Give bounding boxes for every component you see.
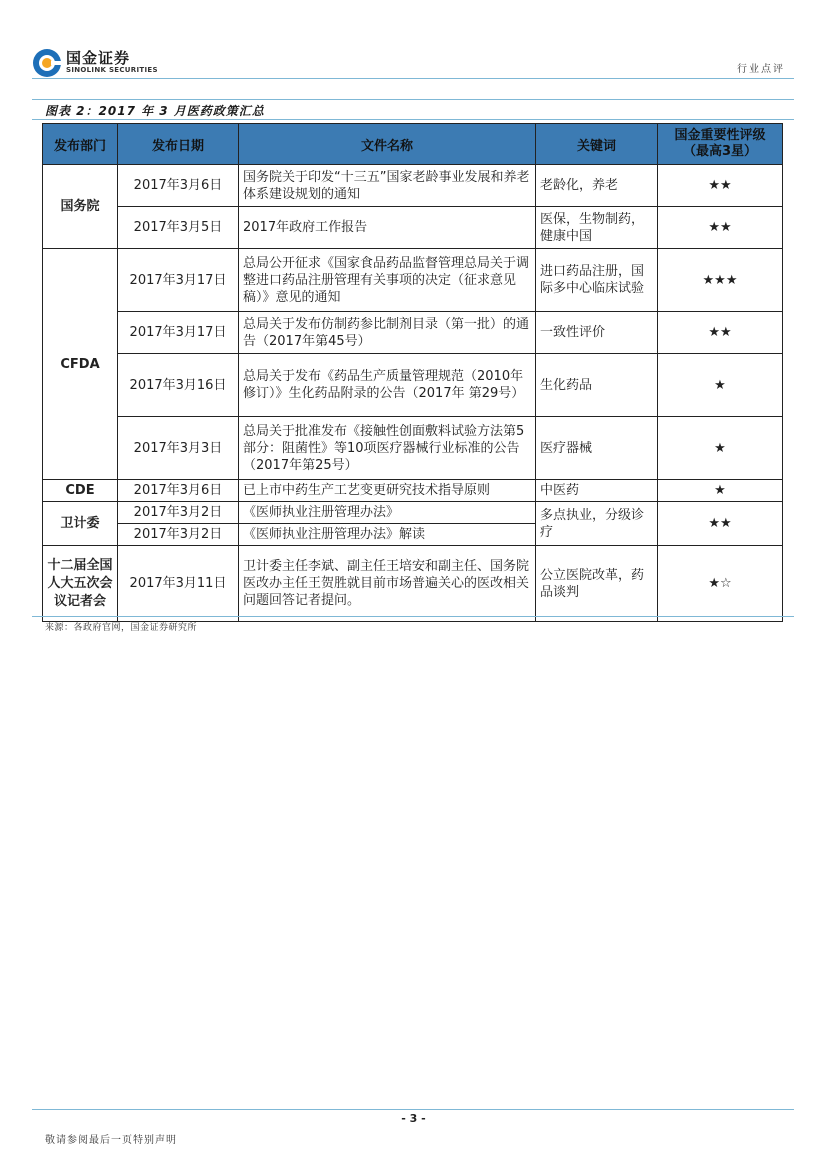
- date-cell: 2017年3月3日: [118, 417, 239, 480]
- date-cell: 2017年3月2日: [118, 524, 239, 546]
- keywords-cell: 中医药: [536, 480, 658, 502]
- dept-cell: 国务院: [43, 165, 118, 249]
- rating-cell: ★☆: [658, 546, 783, 622]
- disclaimer-note: 敬请参阅最后一页特别声明: [45, 1135, 177, 1146]
- table-bottom-rule: [32, 616, 794, 617]
- rating-cell: ★: [658, 480, 783, 502]
- keywords-cell: 一致性评价: [536, 312, 658, 354]
- keywords-cell: 医保，生物制药，健康中国: [536, 207, 658, 249]
- table-row: [43, 165, 783, 207]
- rating-cell: ★: [658, 417, 783, 480]
- rating-cell: ★★: [658, 165, 783, 207]
- title-cell: 总局公开征求《国家食品药品监督管理总局关于调整进口药品注册管理有关事项的决定（征求意见稿）》意见的通知: [239, 249, 536, 312]
- keywords-cell: 生化药品: [536, 354, 658, 417]
- keywords-cell: 进口药品注册，国际多中心临床试验: [536, 249, 658, 312]
- keywords-cell: 多点执业，分级诊疗: [536, 502, 658, 546]
- page-header: [0, 0, 827, 78]
- title-cell: 总局关于发布仿制药参比制剂目录（第一批）的通告（2017年第45号）: [239, 312, 536, 354]
- footer-divider: [32, 1109, 794, 1110]
- title-cell: 《医师执业注册管理办法》: [239, 502, 536, 524]
- column-header: 国金重要性评级（最高3星）: [658, 124, 783, 165]
- rating-cell: ★★★: [658, 249, 783, 312]
- dept-cell: 卫计委: [43, 502, 118, 546]
- brand-name-en: SINOLINK SECURITIES: [66, 66, 158, 74]
- sinolink-logo-icon: [32, 48, 62, 78]
- title-cell: 卫计委主任李斌、副主任王培安和副主任、国务院医改办主任王贺胜就目前市场普遍关心的医改相关问题回答记者提问。: [239, 546, 536, 622]
- keywords-cell: 公立医院改革，药品谈判: [536, 546, 658, 622]
- title-cell: 总局关于发布《药品生产质量管理规范（2010年修订）》生化药品附录的公告（2017年 第29号）: [239, 354, 536, 417]
- rating-cell: ★★: [658, 207, 783, 249]
- column-header: 关键词: [536, 124, 658, 165]
- document-type: 行业点评: [737, 64, 785, 75]
- title-cell: 已上市中药生产工艺变更研究技术指导原则: [239, 480, 536, 502]
- rating-cell: ★★: [658, 312, 783, 354]
- policy-table: [42, 123, 783, 622]
- date-cell: 2017年3月6日: [118, 480, 239, 502]
- caption-bottom-rule: [32, 119, 794, 120]
- title-cell: 总局关于批准发布《接触性创面敷料试验方法第5部分：阻菌性》等10项医疗器械行业标准的公告（2017年第25号）: [239, 417, 536, 480]
- source-note: 来源：各政府官网，国金证券研究所: [45, 623, 198, 633]
- table-header-row: [43, 124, 783, 165]
- column-header: 发布部门: [43, 124, 118, 165]
- date-cell: 2017年3月6日: [118, 165, 239, 207]
- title-cell: 国务院关于印发“十三五”国家老龄事业发展和养老体系建设规划的通知: [239, 165, 536, 207]
- page-number: - 3 -: [401, 1112, 426, 1125]
- brand-name-cn: 国金证券: [66, 49, 131, 67]
- date-cell: 2017年3月16日: [118, 354, 239, 417]
- table-row: [43, 546, 783, 622]
- date-cell: 2017年3月17日: [118, 312, 239, 354]
- title-cell: 2017年政府工作报告: [239, 207, 536, 249]
- date-cell: 2017年3月5日: [118, 207, 239, 249]
- table-caption: 图表 2：2017 年 3 月医药政策汇总: [45, 104, 265, 118]
- dept-cell: 十二届全国人大五次会议记者会: [43, 546, 118, 622]
- table-row: [43, 249, 783, 312]
- table-row: [43, 354, 783, 417]
- table-row: [43, 417, 783, 480]
- rating-cell: ★★: [658, 502, 783, 546]
- table-row: [43, 312, 783, 354]
- table-row: [43, 480, 783, 502]
- dept-cell: CDE: [43, 480, 118, 502]
- table-row: [43, 502, 783, 524]
- column-header: 文件名称: [239, 124, 536, 165]
- date-cell: 2017年3月11日: [118, 546, 239, 622]
- date-cell: 2017年3月2日: [118, 502, 239, 524]
- rating-cell: ★: [658, 354, 783, 417]
- title-cell: 《医师执业注册管理办法》解读: [239, 524, 536, 546]
- dept-cell: CFDA: [43, 249, 118, 480]
- caption-top-rule: [32, 99, 794, 100]
- date-cell: 2017年3月17日: [118, 249, 239, 312]
- keywords-cell: 医疗器械: [536, 417, 658, 480]
- keywords-cell: 老龄化，养老: [536, 165, 658, 207]
- table-row: [43, 207, 783, 249]
- header-divider: [32, 78, 794, 79]
- column-header: 发布日期: [118, 124, 239, 165]
